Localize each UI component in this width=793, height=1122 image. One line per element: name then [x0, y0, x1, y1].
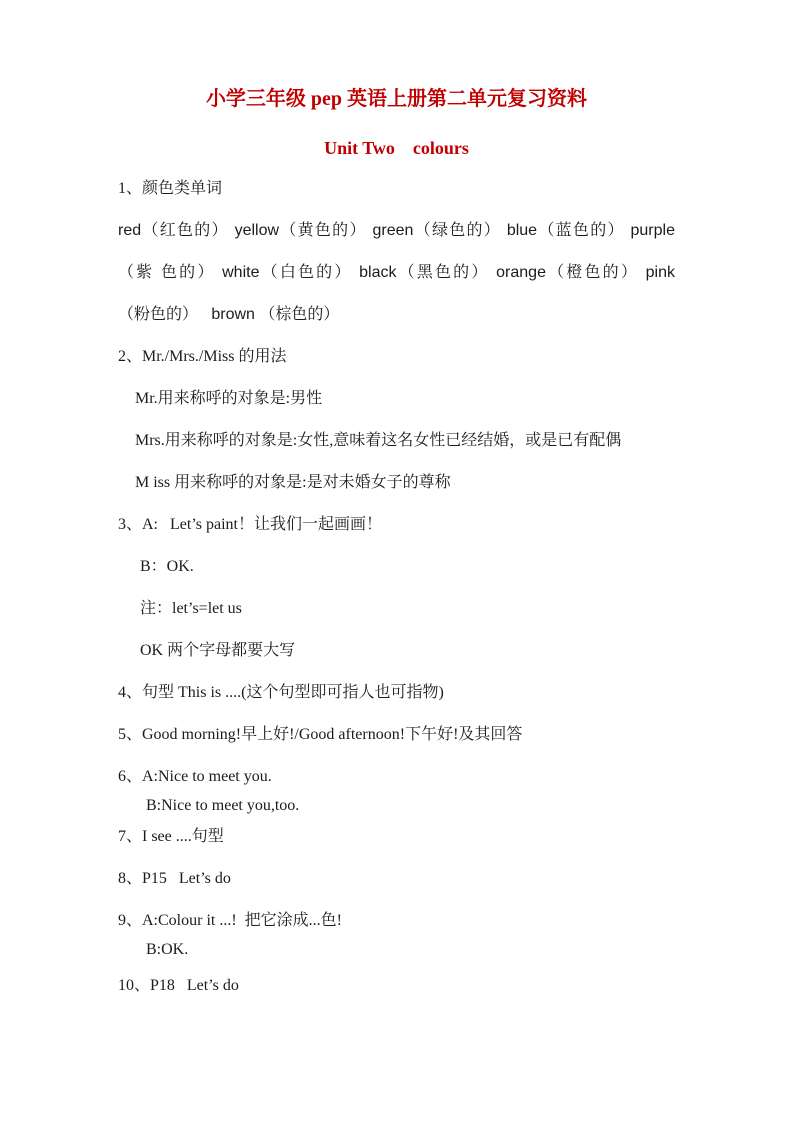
section-7-line: 7、I see ....句型 [118, 828, 224, 845]
unit-title: Unit Two colours [324, 138, 469, 158]
mrs-usage-line: Mrs.用来称呼的对象是:女性,意味着这名女性已经结婚，或是已有配偶 [135, 432, 622, 449]
section-8-line: 8、P15 Let’s do [118, 870, 231, 887]
color-words-line-1: red（红色的） yellow（黄色的） green（绿色的） blue（蓝色的） purple [118, 222, 675, 239]
miss-usage-line: M iss 用来称呼的对象是:是对未婚女子的尊称 [135, 474, 451, 491]
mr-usage-line: Mr.用来称呼的对象是:男性 [135, 390, 323, 407]
section-4-line: 4、句型 This is ....(这个句型即可指人也可指物) [118, 684, 444, 701]
document-title: 小学三年级 pep 英语上册第二单元复习资料 [205, 88, 588, 110]
section-9-a-line: 9、A:Colour it ...! 把它涂成...色! [118, 912, 342, 929]
section-3-heading: 3、A: Let’s paint！让我们一起画画！ [118, 516, 382, 533]
section-5-line: 5、Good morning!早上好!/Good afternoon!下午好!及其回答 [118, 726, 523, 743]
section-6-b-line: B:Nice to meet you,too. [146, 797, 300, 814]
section-1-heading: 1、颜色类单词 [118, 180, 223, 197]
color-words-line-3: （粉色的） brown （棕色的） [118, 306, 340, 323]
section-3-note: 注：let’s=let us [140, 600, 242, 617]
section-6-a-line: 6、A:Nice to meet you. [118, 768, 272, 785]
color-words-line-2: （紫 色的） white（白色的） black（黑色的） orange（橙色的） pink [118, 264, 675, 281]
section-3-ok-note: OK 两个字母都要大写 [140, 642, 296, 659]
section-2-heading: 2、Mr./Mrs./Miss 的用法 [118, 348, 287, 365]
section-9-b-line: B:OK. [146, 941, 189, 958]
section-3-reply: B：OK. [140, 558, 194, 575]
section-10-line: 10、P18 Let’s do [118, 977, 239, 994]
